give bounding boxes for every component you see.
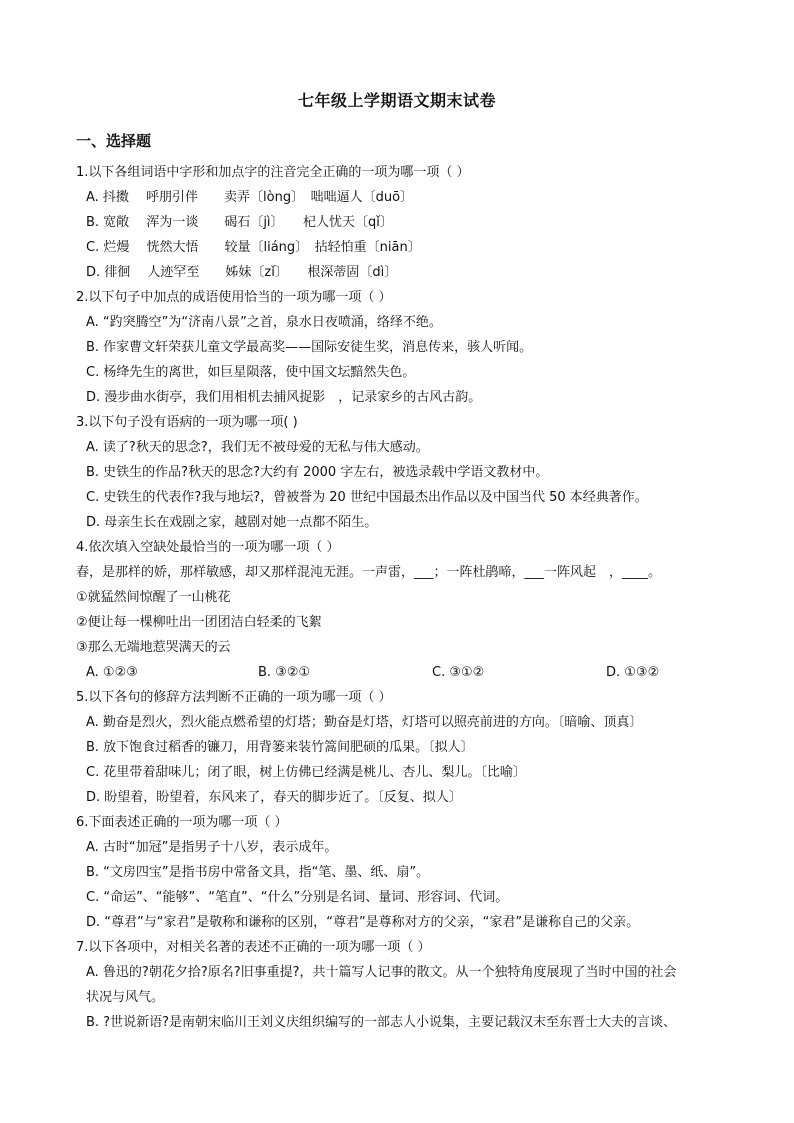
- question-line: 1.以下各组词语中字形和加点字的注音完全正确的一项为哪一项（ ）: [76, 165, 470, 180]
- option-line: A. “趵突腾空”为“济南八景”之首，泉水日夜喷涌，络绎不绝。: [86, 315, 442, 330]
- option-line: D. 盼望着，盼望着，东风来了，春天的脚步近了。〔反复、拟人〕: [86, 790, 462, 805]
- option-line: A. 鲁迅的?朝花夕拾?原名?旧事重提?，共十篇写人记事的散文。从一个独特角度展现了当时中国的社会: [86, 965, 677, 980]
- option-line: A. 读了?秋天的思念?，我们无不被母爱的无私与伟大感动。: [86, 440, 429, 455]
- option-line: B. ?世说新语?是南朝宋临川王刘义庆组织编写的一部志人小说集，主要记载汉末至东晋士大夫的言谈、: [86, 1015, 676, 1030]
- q4-options-row: [76, 660, 726, 685]
- q4-option-b: B. ③②①: [258, 665, 311, 680]
- option-line: C. 史铁生的代表作?我与地坛?，曾被誉为 20 世纪中国最杰出作品以及中国当代 50 本经典著作。: [86, 490, 648, 505]
- q4-option-c: C. ③①②: [432, 665, 485, 680]
- option-line: D. 漫步曲水街亭，我们用相机去捕风捉影 ，记录家乡的古风古韵。: [86, 390, 482, 405]
- question-line: 3.以下句子没有语病的一项为哪一项( ): [76, 415, 298, 430]
- question-line: 7.以下各项中，对相关名著的表述不正确的一项为哪一项（ ）: [76, 940, 431, 955]
- option-line: D. 母亲生长在戏剧之家，越剧对她一点都不陌生。: [86, 515, 378, 530]
- continuation-line: 状况与风气。: [86, 990, 165, 1005]
- option-line: B. “文房四宝”是指书房中常备文具，指“笔、墨、纸、扇”。: [86, 865, 430, 880]
- option-line: A. 古时“加冠”是指男子十八岁，表示成年。: [86, 840, 338, 855]
- option-line: B. 作家曹文轩荣获儿童文学最高奖——国际安徒生奖，消息传来，骇人听闻。: [86, 340, 533, 355]
- question-line: 6.下面表述正确的一项为哪一项（ ）: [76, 815, 288, 830]
- question-line: 春，是那样的娇，那样敏感，却又那样混沌无涯。一声雷，___；一阵杜鹃啼，___一阵风起 ，____。: [76, 565, 662, 580]
- question-line: 2.以下句子中加点的成语使用恰当的一项为哪一项（ ）: [76, 290, 392, 305]
- option-line: C. “命运”、“能够”、“笔直”、“什么”分别是名词、量词、形容词、代词。: [86, 890, 509, 905]
- option-line: A. 抖擞 呼朋引伴 卖弄〔lòng〕 咄咄逼人〔duō〕: [86, 190, 414, 205]
- q4-option-a: A. ①②③: [86, 665, 138, 680]
- question-line: ③那么无端地惹哭满天的云: [76, 640, 231, 655]
- question-line: ②便让每一棵柳吐出一团团洁白轻柔的飞絮: [76, 615, 322, 630]
- option-line: C. 烂熳 恍然大悟 较量〔liáng〕 拈轻怕重〔niān〕: [86, 240, 421, 255]
- questions-1-4: [76, 160, 726, 660]
- page-title: 七年级上学期语文期末试卷: [297, 91, 496, 110]
- option-line: D. 徘徊 人迹罕至 姊妹〔zǐ〕 根深蒂固〔dì〕: [86, 265, 398, 280]
- option-line: D. “尊君”与“家君”是敬称和谦称的区别，“尊君”是尊称对方的父亲，“家君”是谦称自己的父亲。: [86, 915, 640, 930]
- option-line: B. 史铁生的作品?秋天的思念?大约有 2000 字左右，被选录载中学语文教材中。: [86, 465, 549, 480]
- section-heading: 一、选择题: [76, 132, 152, 150]
- q4-option-d: D. ①③②: [606, 665, 660, 680]
- question-line: ①就猛然间惊醒了一山桃花: [76, 590, 231, 605]
- question-line: 5.以下各句的修辞方法判断不正确的一项为哪一项（ ）: [76, 690, 392, 705]
- option-line: C. 杨绛先生的离世，如巨星陨落，使中国文坛黯然失色。: [86, 365, 416, 380]
- option-line: C. 花里带着甜味儿；闭了眼，树上仿佛已经满是桃儿、杏儿、梨儿。〔比喻〕: [86, 765, 526, 780]
- option-line: B. 放下饱食过稻香的镰刀，用背篓来装竹篙间肥硕的瓜果。〔拟人〕: [86, 740, 474, 755]
- question-list: [76, 160, 726, 1035]
- question-line: 4.依次填入空缺处最恰当的一项为哪一项（ ）: [76, 540, 340, 555]
- option-line: A. 勤奋是烈火，烈火能点燃希望的灯塔；勤奋是灯塔，灯塔可以照亮前进的方向。〔暗喻、顶真〕: [86, 715, 643, 730]
- option-line: B. 宽敞 浑为一谈 碣石〔jì〕 杞人忧天〔qǐ〕: [86, 215, 393, 230]
- questions-5-7: [76, 685, 726, 1035]
